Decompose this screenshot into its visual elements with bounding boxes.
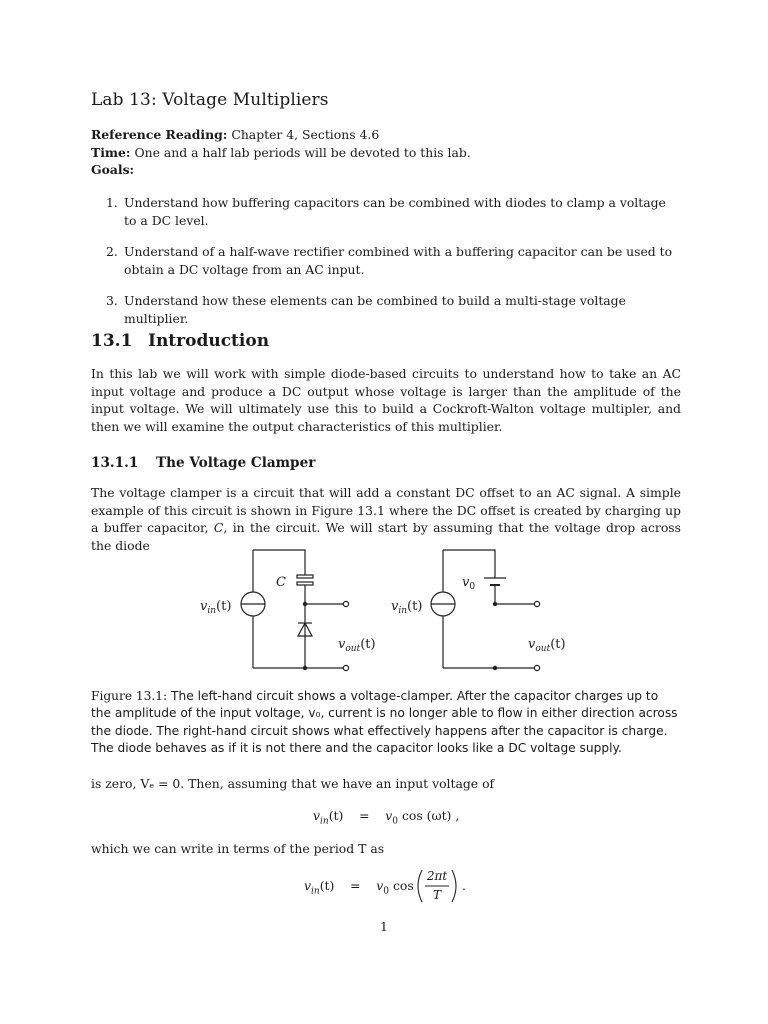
goals-label: Goals: (91, 162, 135, 177)
after-caption-text: is zero, Vₑ = 0. Then, assuming that we have an input voltage of (91, 776, 495, 791)
goal-number: 1. (106, 195, 118, 210)
lab-meta (91, 126, 681, 179)
goal-item (91, 243, 681, 278)
eq1-rel: = (359, 808, 370, 823)
figure-13-1 (195, 540, 575, 678)
goal-number: 3. (106, 293, 118, 308)
subsection-number: 13.1.1 (91, 455, 139, 471)
eq2-denominator: T (432, 888, 441, 902)
right-circuit (431, 550, 540, 671)
eq2-rhs-v: v (376, 878, 384, 893)
left-vout-label: $v_{out}(t)$ (338, 637, 376, 654)
left-node-dot (303, 602, 307, 606)
figure-caption (91, 688, 681, 757)
section-heading (91, 331, 681, 351)
goals-line (91, 161, 681, 179)
right-output-terminal-top (534, 601, 539, 606)
eq2-parentheses (304, 866, 524, 906)
period-text: which we can write in terms of the period T as (91, 841, 385, 856)
left-output-terminal-bottom (343, 665, 348, 670)
left-circuit (241, 550, 349, 671)
time-label: Time: (91, 144, 131, 160)
intro-paragraph: In this lab we will work with simple diode-based circuits to understand how to take an AC input voltage and produce a DC output whose voltage is larger than the amplitude of the input voltage. We will ultimately use this to build a Cockroft-Walton voltage multipler, and then we will examine the output characteristics of this multiplier. (91, 366, 681, 434)
eq2-rel: = (350, 878, 361, 893)
right-supply-label: $v_0$ (462, 575, 476, 592)
section-number: 13.1 (91, 331, 133, 351)
eq2-lhs: v (304, 878, 311, 893)
subsection-heading (91, 455, 681, 471)
eq2-numerator: 2πt (426, 869, 448, 883)
eq1-rhs-v: v (385, 808, 393, 823)
equation-2 (304, 866, 524, 906)
eq1-lhs: v (313, 808, 320, 823)
time-line (91, 144, 681, 162)
left-capacitor-plate-top (297, 575, 313, 578)
goal-text: Understand how these elements can be combined to build a multi-stage voltage multiplier. (124, 293, 626, 326)
right-output-terminal-bottom (534, 665, 539, 670)
eq1-rhs-rest: cos (ωt) , (398, 808, 460, 823)
eq1-rhs-sub: 0 (392, 816, 398, 827)
equation-1 (313, 808, 513, 826)
eq2-lhs-sub: in (311, 886, 320, 897)
eq2-cos: cos (392, 878, 414, 893)
right-vout-label: $v_{out}(t)$ (528, 637, 566, 654)
eq2-tail: . (462, 878, 466, 893)
right-vin-label: $v_{in}(t)$ (391, 599, 423, 616)
eq2-rhs-sub: 0 (383, 886, 389, 897)
clamper-text-1: The voltage clamper is a circuit that will add a constant DC offset to an AC signal. A simple example of this circuit is shown in Figure 13.1 where the DC offset is created by charging up a buffer capacitor, (91, 485, 681, 535)
clamper-text-2: , in the circuit. We will start by assuming that the voltage drop across the diode (91, 520, 681, 553)
right-ground-node-dot (493, 666, 497, 670)
goal-item (91, 194, 681, 229)
right-node-dot (493, 602, 497, 606)
caption-text: The left-hand circuit shows a voltage-clamper. After the capacitor charges up to the amplitude of the input voltage, v₀, current is no longer able to flow in either direction across the diode. The right-hand circuit shows what effectively happens after the capacitor is charge. The diode behaves as if it is not there and the capacitor looks like a DC voltage supply. (91, 689, 678, 755)
capacitor-var: C (213, 520, 224, 535)
reference-label: Reference Reading: (91, 127, 228, 142)
goals-list (91, 194, 681, 341)
eq1-lhs-sub: in (320, 816, 329, 827)
left-ground-node-dot (303, 666, 307, 670)
reference-value: Chapter 4, Sections 4.6 (231, 127, 380, 142)
left-capacitor-label: C (276, 575, 286, 590)
time-value: One and a half lab periods will be devoted to this lab. (134, 144, 471, 160)
left-top-wire (253, 550, 305, 575)
right-top-wire (443, 550, 495, 578)
goal-number: 2. (106, 244, 118, 259)
lab-title: Lab 13: Voltage Multipliers (91, 90, 329, 110)
page-number: 1 (380, 919, 388, 934)
eq2-lhs-arg: (t) (319, 878, 335, 893)
goal-item (91, 292, 681, 327)
reference-line (91, 126, 681, 144)
circuit-diagram (195, 540, 575, 678)
left-capacitor-plate-bottom (297, 582, 313, 585)
eq1-lhs-arg: (t) (328, 808, 344, 823)
section-title: Introduction (148, 331, 270, 351)
left-bottom-wire (253, 585, 305, 668)
subsection-title: The Voltage Clamper (156, 455, 316, 471)
goal-text: Understand of a half-wave rectifier combined with a buffering capacitor can be used to obtain a DC voltage from an AC input. (124, 244, 673, 277)
left-vin-label: $v_{in}(t)$ (200, 599, 232, 616)
goal-text: Understand how buffering capacitors can be combined with diodes to clamp a voltage to a DC level. (124, 195, 666, 228)
caption-label: Figure 13.1: (91, 689, 168, 703)
left-output-terminal-top (343, 601, 348, 606)
